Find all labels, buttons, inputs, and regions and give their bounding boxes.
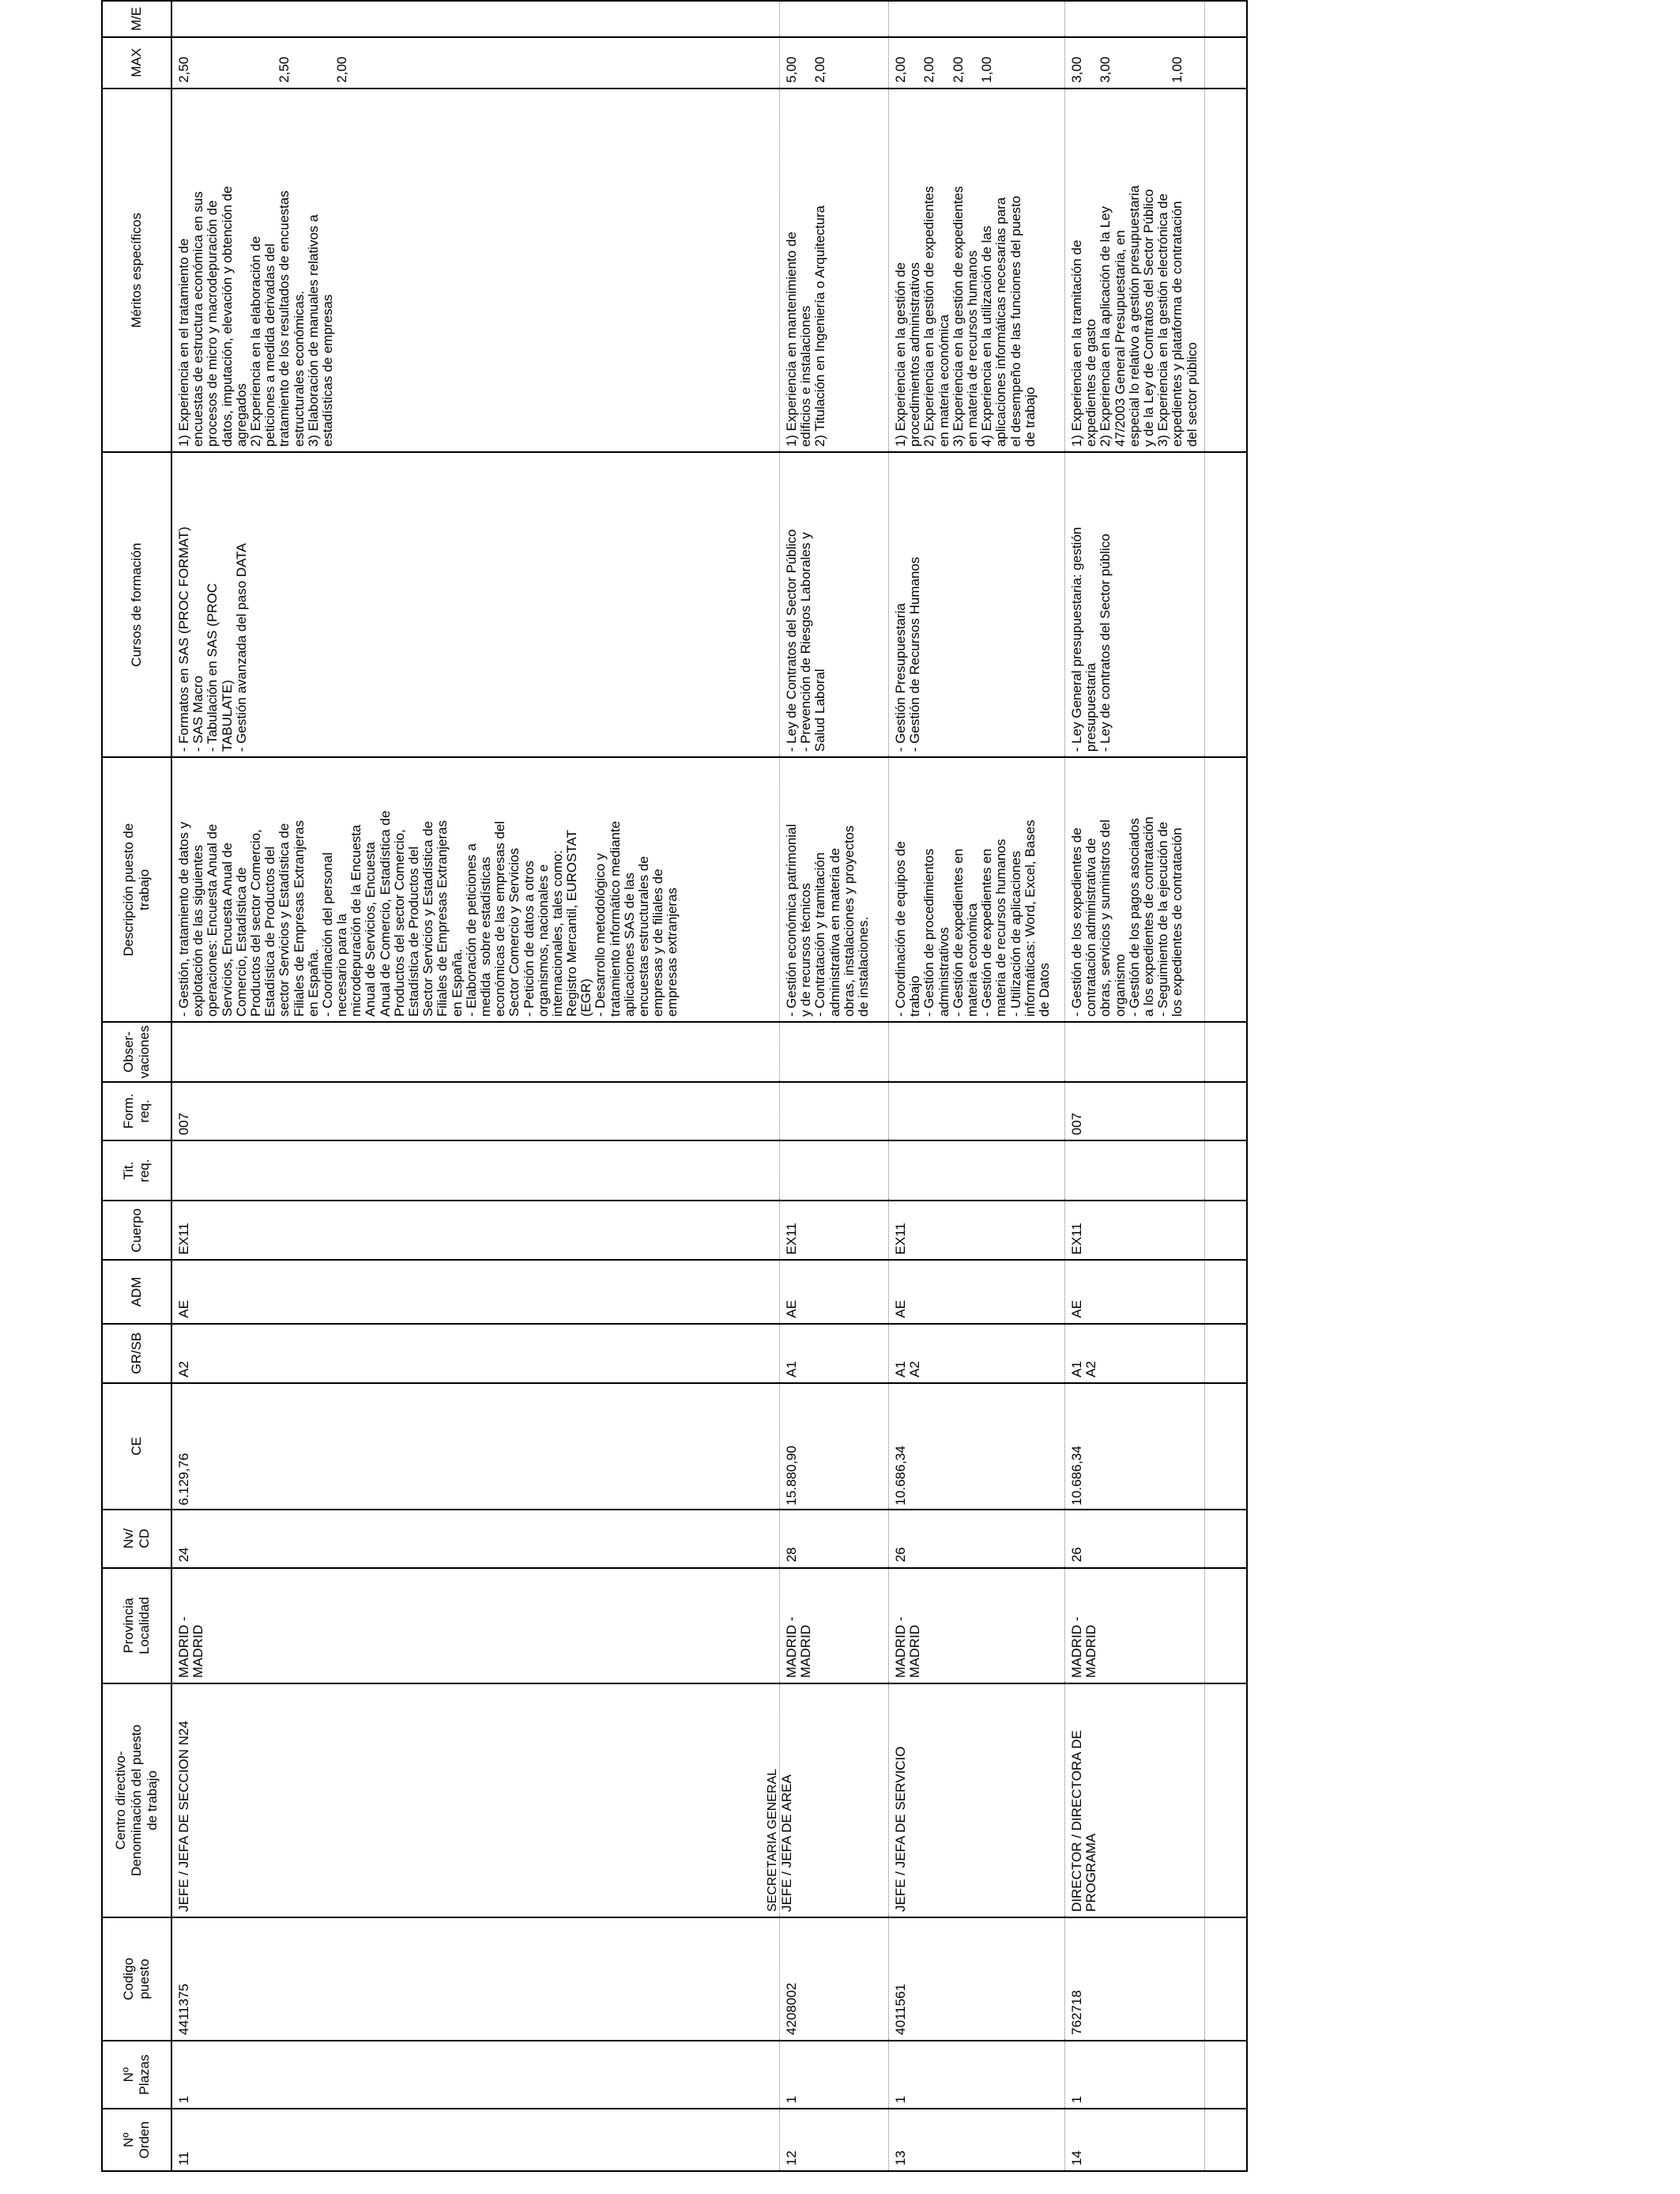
form-req-cell: 007 xyxy=(1065,1082,1205,1141)
me-cell xyxy=(889,1,1065,37)
cuerpo-cell: EX11 xyxy=(171,1201,780,1260)
ce-cell: 6.129,76 xyxy=(171,1383,780,1510)
me-cell xyxy=(780,1,889,37)
header-provincia: Provincia Localidad xyxy=(102,1568,171,1683)
empty-cell xyxy=(1204,1324,1247,1383)
table-row xyxy=(1065,1,1205,2171)
header-max: MAX xyxy=(102,37,171,89)
adm-cell: AE xyxy=(171,1260,780,1323)
plazas-cell: 1 xyxy=(780,2041,889,2109)
observaciones-cell xyxy=(889,1022,1065,1081)
cuerpo-cell: EX11 xyxy=(780,1201,889,1260)
tit-req-cell xyxy=(889,1140,1065,1201)
provincia-cell: MADRID - MADRID xyxy=(889,1568,1065,1683)
header-gr-sb: GR/SB xyxy=(102,1324,171,1383)
orden-cell: 13 xyxy=(889,2109,1065,2171)
header-n-plazas: Nº Plazas xyxy=(102,2041,171,2109)
tit-req-cell xyxy=(171,1140,780,1201)
max-cell: 2,50 2,50 2,00 xyxy=(171,37,780,89)
cursos-cell: - Gestión Presupuestaria - Gestión de Recursos Humanos xyxy=(889,452,1065,757)
cuerpo-cell: EX11 xyxy=(889,1201,1065,1260)
ce-cell: 10.686,34 xyxy=(1065,1383,1205,1510)
denominacion-cell: DIRECTOR / DIRECTORA DE PROGRAMA xyxy=(1065,1683,1205,1917)
empty-cell xyxy=(1204,757,1247,1022)
empty-cell xyxy=(1204,2041,1247,2109)
adm-cell: AE xyxy=(889,1260,1065,1323)
empty-cell xyxy=(1204,1917,1247,2041)
table-row xyxy=(780,1,889,2171)
empty-cell xyxy=(1204,1568,1247,1683)
header-centro: Centro directivo- Denominación del puesto de trabajo xyxy=(102,1683,171,1917)
plazas-cell: 1 xyxy=(171,2041,780,2109)
header-cuerpo: Cuerpo xyxy=(102,1201,171,1260)
descripcion-cell: - Gestión económica patrimonial y de recursos técnicos - Contratación y tramitación administrativa en materia de obras, instalaciones y proyectos de instalaciones. xyxy=(780,757,889,1022)
nivel-cell: 26 xyxy=(889,1510,1065,1568)
denominacion-text: JEFE / JEFA DE AREA xyxy=(778,1774,794,1913)
header-codigo: Codigo puesto xyxy=(102,1917,171,2041)
empty-cell xyxy=(1204,452,1247,757)
header-ce: CE xyxy=(102,1383,171,1510)
ce-cell: 10.686,34 xyxy=(889,1383,1065,1510)
header-descripcion: Descripción puesto de trabajo xyxy=(102,757,171,1022)
me-cell xyxy=(1065,1,1205,37)
gr-cell: A1 xyxy=(780,1324,889,1383)
empty-cell xyxy=(1204,1082,1247,1141)
empty-cell xyxy=(1204,1201,1247,1260)
empty-cell xyxy=(1204,1260,1247,1323)
descripcion-cell: - Gestión de los expedientes de contratación administrativa de obras, servicios y suministros del organismo - Gestión de los pagos asociados a los expedientes de contratación - Seguimiento de la ejecución de los expedientes de contratación xyxy=(1065,757,1205,1022)
empty-cell xyxy=(1204,37,1247,89)
cursos-cell: - Formatos en SAS (PROC FORMAT) - SAS Macro - Tabulación en SAS (PROC TABULATE) - Gestión avanzada del paso DATA xyxy=(171,452,780,757)
form-req-cell: 007 xyxy=(171,1082,780,1141)
provincia-cell: MADRID - MADRID xyxy=(171,1568,780,1683)
adm-cell: AE xyxy=(1065,1260,1205,1323)
cursos-cell: - Ley General presupuestaria: gestión presupuestaria - Ley de contratos del Sector público xyxy=(1065,452,1205,757)
cursos-cell: - Ley de Contratos del Sector Público - Prevención de Riesgos Laborales y Salud Laboral xyxy=(780,452,889,757)
plazas-cell: 1 xyxy=(889,2041,1065,2109)
me-cell xyxy=(171,1,780,37)
header-nv-cd: Nv/ CD xyxy=(102,1510,171,1568)
header-cursos: Cursos de formación xyxy=(102,452,171,757)
form-req-cell xyxy=(780,1082,889,1141)
nivel-cell: 28 xyxy=(780,1510,889,1568)
table-row xyxy=(889,1,1065,2171)
max-cell: 3,00 3,00 1,00 xyxy=(1065,37,1205,89)
gr-cell: A1 A2 xyxy=(1065,1324,1205,1383)
header-row xyxy=(102,1,171,2171)
descripcion-cell: - Gestión, tratamiento de datos y explotación de las siguientes operaciones: Encuesta Anual de Servicios, Encuesta Anual de Comercio, Estadística de Productos del sector Comercio, Estadística de Productos del sector Servicios y Estadística de Filiales de Empresas Extranjeras en España. - Coordinación del personal necesario para la microdepuración de la Encuesta Anual de Servicios, Encuesta Anual de Comercio, Estadística de Productos del sector Comercio, Estadística de Productos del Sector Servicios y Estadística de Filiales de Empresas Extranjeras en España. - Elaboración de peticiones a medida sobre estadísticas económicas de las empresas del Sector Comercio y Servicios - Petición de datos a otros organismos, nacionales e internacionales, tales como: Registro Mercantil, EUROSTAT (EGR) - Desarrollo metodológico y tratamiento informático mediante aplicaciones SAS de las encuestas estructurales de empresas y de filiales de empresas extranjeras xyxy=(171,757,780,1022)
header-observaciones: Obser- vaciones xyxy=(102,1022,171,1081)
tit-req-cell xyxy=(1065,1140,1205,1201)
observaciones-cell xyxy=(171,1022,780,1081)
header-adm: ADM xyxy=(102,1260,171,1323)
orden-cell: 11 xyxy=(171,2109,780,2171)
provincia-cell: MADRID - MADRID xyxy=(780,1568,889,1683)
gr-cell: A2 xyxy=(171,1324,780,1383)
denominacion-cell: JEFE / JEFA DE SECCION N24 xyxy=(171,1683,780,1917)
meritos-cell: 1) Experiencia en el tratamiento de encuestas de estructura económica en sus procesos de micro y macrodepuración de datos, imputación, elevación y obtención de agregados 2) Experiencia en la elaboración de peticiones a medida derivadas del tratamiento de los resultados de encuestas estructurales económicas. 3) Elaboración de manuales relativos a estadísticas de empresas xyxy=(171,89,780,453)
empty-cell xyxy=(1204,2109,1247,2171)
adm-cell: AE xyxy=(780,1260,889,1323)
codigo-cell: 4208002 xyxy=(780,1917,889,2041)
empty-cell xyxy=(1204,1,1247,37)
empty-cell xyxy=(1204,1140,1247,1201)
empty-cell xyxy=(1204,89,1247,453)
meritos-cell: 1) Experiencia en la gestión de procedimientos administrativos 2) Experiencia en la gestión de expedientes en materia económica 3) Experiencia en la gestión de expedientes en materia de recursos humanos 4) Experiencia en la utilización de las aplicaciones informáticas necesarias para el desempeño de las funciones del puesto de trabajo xyxy=(889,89,1065,453)
max-cell: 5,00 2,00 xyxy=(780,37,889,89)
observaciones-cell xyxy=(780,1022,889,1081)
ce-cell: 15.880,90 xyxy=(780,1383,889,1510)
codigo-cell: 4411375 xyxy=(171,1917,780,2041)
header-meritos: Méritos específicos xyxy=(102,89,171,453)
empty-cell xyxy=(1204,1683,1247,1917)
denominacion-cell: JEFE / JEFA DE SERVICIO xyxy=(889,1683,1065,1917)
cuerpo-cell: EX11 xyxy=(1065,1201,1205,1260)
max-cell: 2,00 2,00 2,00 1,00 xyxy=(889,37,1065,89)
puestos-table xyxy=(101,0,1248,2172)
provincia-cell: MADRID - MADRID xyxy=(1065,1568,1205,1683)
orden-cell: 12 xyxy=(780,2109,889,2171)
nivel-cell: 26 xyxy=(1065,1510,1205,1568)
orden-cell: 14 xyxy=(1065,2109,1205,2171)
codigo-cell: 762718 xyxy=(1065,1917,1205,2041)
empty-cell xyxy=(1204,1022,1247,1081)
empty-cell xyxy=(1204,1383,1247,1510)
header-me: M/E xyxy=(102,1,171,37)
centro-directivo-label: SECRETARIA GENERAL xyxy=(766,1768,779,1913)
codigo-cell: 4011561 xyxy=(889,1917,1065,2041)
gr-cell: A1 A2 xyxy=(889,1324,1065,1383)
table-row-empty xyxy=(1204,1,1247,2171)
header-form-req: Form. req. xyxy=(102,1082,171,1141)
denominacion-cell xyxy=(766,1683,889,1917)
observaciones-cell xyxy=(1065,1022,1205,1081)
empty-cell xyxy=(1204,1510,1247,1568)
descripcion-cell: - Coordinación de equipos de trabajo - Gestión de procedimientos administrativos - Gestión de expedientes en materia económica - Gestión de expedientes en materia de recursos humanos - Utilización de aplicaciones informáticas: Word, Excel, Bases de Datos xyxy=(889,757,1065,1022)
table-row xyxy=(171,1,780,2171)
header-tit-req: Tit. req. xyxy=(102,1140,171,1201)
form-req-cell xyxy=(889,1082,1065,1141)
meritos-cell: 1) Experiencia en mantenimiento de edificios e instalaciones 2) Titulación en Ingeniería o Arquitectura xyxy=(780,89,889,453)
tit-req-cell xyxy=(780,1140,889,1201)
nivel-cell: 24 xyxy=(171,1510,780,1568)
meritos-cell: 1) Experiencia en la tramitación de expedientes de gasto 2) Experiencia en la aplicación de la Ley 47/2003 General Presupuestaria, en especial lo relativo a gestión presupuestaria y de la Ley de Contratos del Sector Público 3) Experiencia en la gestión electrónica de expedientes y plataforma de contratación del sector público xyxy=(1065,89,1205,453)
plazas-cell: 1 xyxy=(1065,2041,1205,2109)
header-n-orden: Nº Orden xyxy=(102,2109,171,2171)
